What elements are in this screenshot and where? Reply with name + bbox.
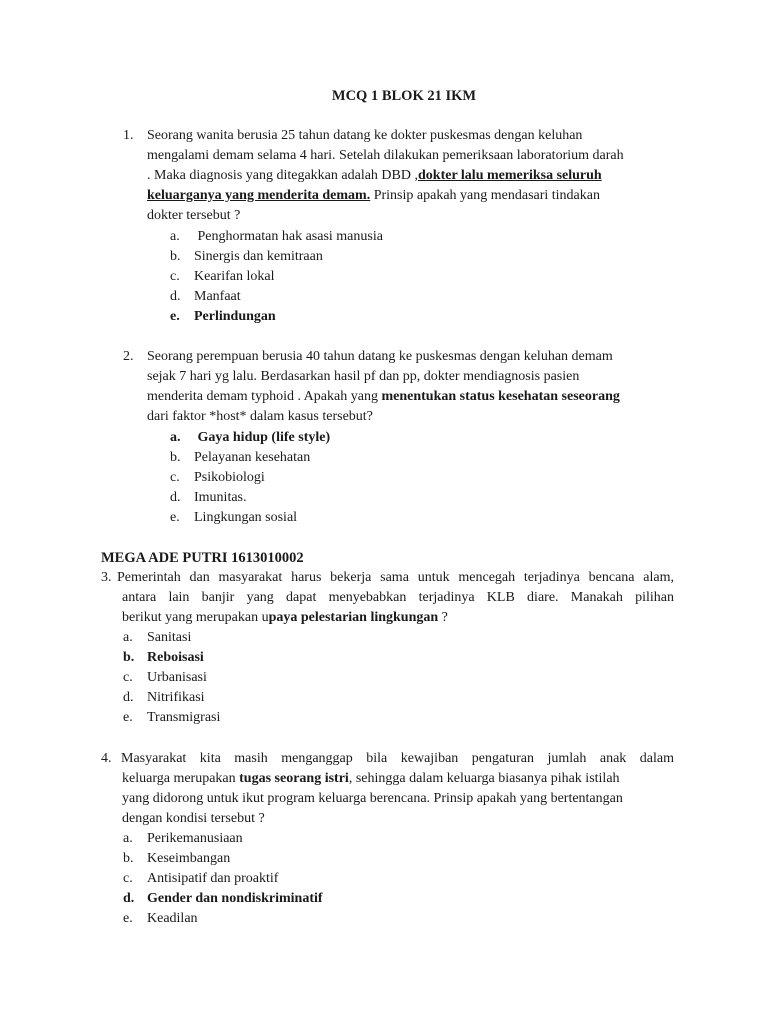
question-number: 1. — [123, 128, 134, 143]
option-c[interactable]: c. Antisipatif dan proaktif — [123, 871, 279, 886]
question-stem: Seorang perempuan berusia 40 tahun datang ke puskesmas dengan keluhan demam sejak 7 hari yg lalu. Berdasarkan hasil pf dan pp, dokter mendiagnosis pasien menderita demam typhoid . Apakah yang menentukan status kesehatan seseorang dari faktor *host* dalam kasus tersebut? — [147, 349, 620, 424]
option-d[interactable]: d. Imunitas. — [170, 490, 247, 505]
question-number: 4. — [101, 751, 112, 766]
option-b[interactable]: b. Keseimbangan — [123, 851, 231, 866]
option-b[interactable]: b. Pelayanan kesehatan — [170, 450, 311, 465]
question-stem: Pemerintah dan masyarakat harus bekerja sama untuk mencegah terjadinya bencana alam, antara lain banjir yang dapat menyebabkan terjadinya KLB diare. Manakah pilihan berikut yang merupakan upaya pelestarian lingkungan ? — [117, 570, 674, 625]
option-a[interactable]: a. Penghormatan hak asasi manusia — [170, 229, 383, 244]
option-a[interactable]: a. Sanitasi — [123, 630, 192, 645]
option-a-correct[interactable]: a. Gaya hidup (life style) — [170, 430, 331, 445]
option-e-correct[interactable]: e. Perlindungan — [170, 309, 276, 324]
answer-options — [170, 428, 330, 528]
option-e[interactable]: e. Lingkungan sosial — [170, 510, 298, 525]
answer-options — [123, 628, 220, 728]
option-b-correct[interactable]: b. Reboisasi — [123, 650, 204, 665]
option-c[interactable]: c. Urbanisasi — [123, 670, 207, 685]
author-heading: MEGA ADE PUTRI 1613010002 — [101, 550, 304, 566]
option-b[interactable]: b. Sinergis dan kemitraan — [170, 249, 323, 264]
question-stem: Masyarakat kita masih menganggap bila kewajiban pengaturan jumlah anak dalam keluarga merupakan tugas seorang istri, sehingga dalam keluarga biasanya pihak istilah yang didorong untuk ikut program keluarga berencana. Prinsip apakah yang bertentangan dengan kondisi tersebut ? — [121, 751, 674, 826]
question-number: 2. — [123, 349, 134, 364]
option-a[interactable]: a. Perikemanusiaan — [123, 831, 243, 846]
question-number: 3. — [101, 570, 112, 585]
option-d[interactable]: d. Nitrifikasi — [123, 690, 205, 705]
option-d[interactable]: d. Manfaat — [170, 289, 241, 304]
answer-options — [170, 227, 383, 327]
question-stem: Seorang wanita berusia 25 tahun datang ke dokter puskesmas dengan keluhan mengalami demam selama 4 hari. Setelah dilakukan pemeriksaan laboratorium darah . Maka diagnosis yang ditegakkan adalah DBD ,dokter lalu memeriksa seluruh keluarganya yang menderita demam. Prinsip apakah yang mendasari tindakan dokter tersebut ? — [147, 128, 624, 223]
option-e[interactable]: e. Keadilan — [123, 911, 198, 926]
option-c[interactable]: c. Kearifan lokal — [170, 269, 275, 284]
option-d-correct[interactable]: d. Gender dan nondiskriminatif — [123, 891, 323, 906]
answer-options — [123, 829, 323, 929]
option-c[interactable]: c. Psikobiologi — [170, 470, 265, 485]
option-e[interactable]: e. Transmigrasi — [123, 710, 221, 725]
document-title: MCQ 1 BLOK 21 IKM — [331, 88, 477, 104]
